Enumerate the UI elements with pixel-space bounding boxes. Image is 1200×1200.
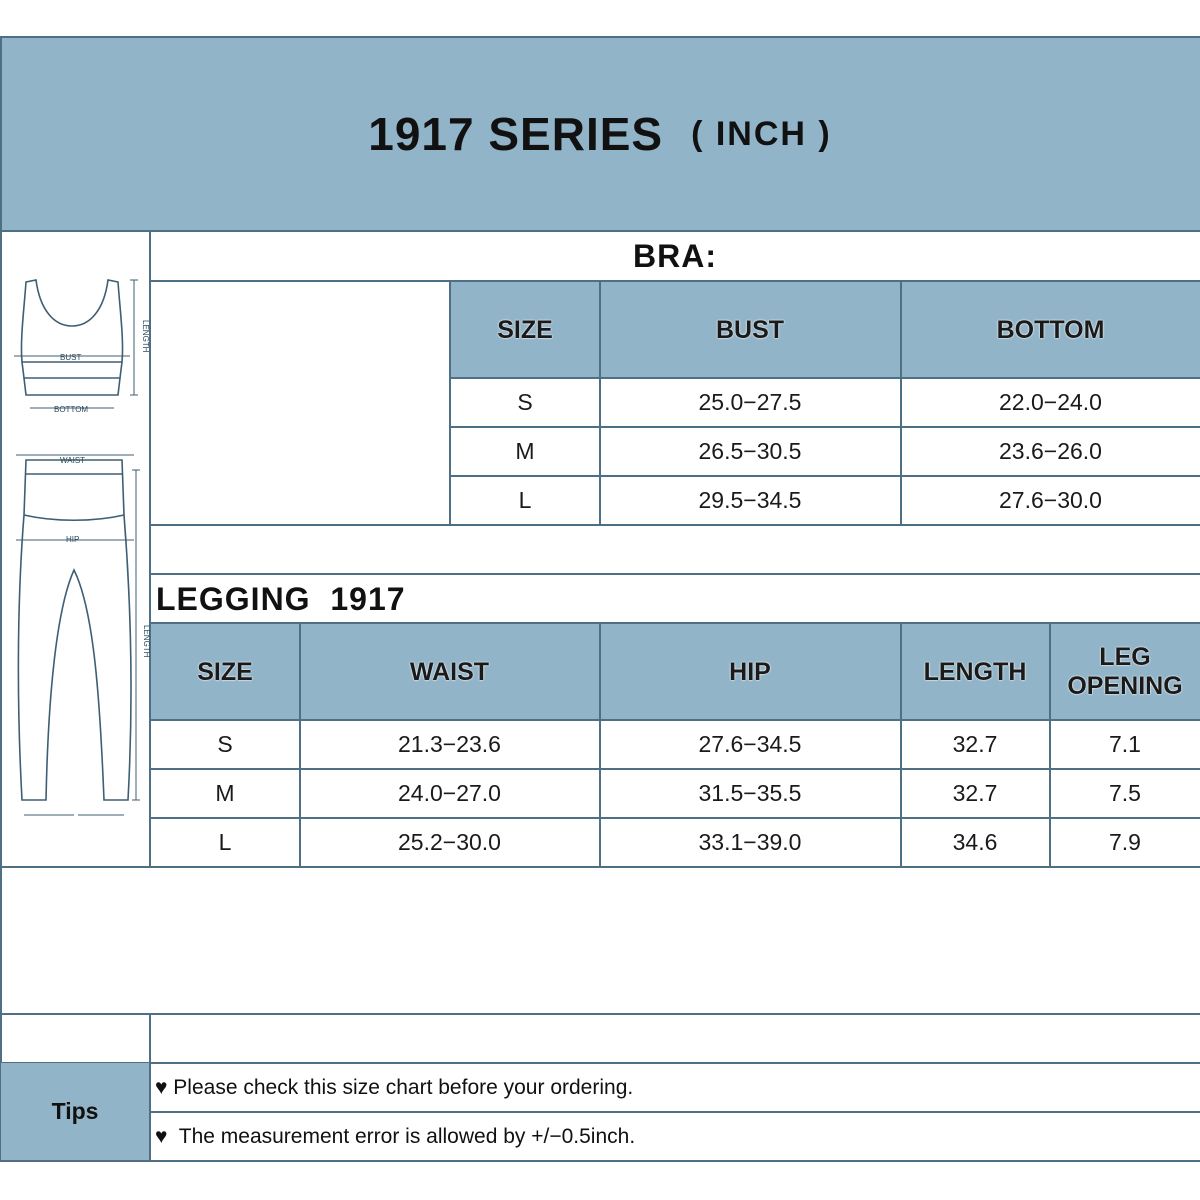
bra-row-s-bottom: 22.0−24.0 bbox=[999, 389, 1102, 415]
legging-row-s-hip: 27.6−34.5 bbox=[698, 731, 802, 757]
bra-row-s-size: S bbox=[517, 389, 533, 415]
legging-row-l-leg-opening: 7.9 bbox=[1109, 828, 1141, 855]
bra-header-bottom: BOTTOM bbox=[996, 315, 1105, 344]
bottom-label: BOTTOM bbox=[54, 405, 89, 414]
legging-row-l-waist: 25.2−30.0 bbox=[398, 828, 501, 855]
hip-label: HIP bbox=[66, 535, 80, 544]
legging-row-s-waist: 21.3−23.6 bbox=[398, 731, 501, 757]
legging-row-m-waist: 24.0−27.0 bbox=[398, 780, 501, 806]
legging-row-m-hip: 31.5−35.5 bbox=[698, 780, 802, 806]
tip-item-2: ♥ The measurement error is allowed by +/−0.5inch. bbox=[155, 1124, 636, 1148]
bust-label: BUST bbox=[60, 353, 82, 362]
tip-item-1: ♥ Please check this size chart before your ordering. bbox=[155, 1075, 634, 1099]
bra-row-m-bottom: 23.6−26.0 bbox=[999, 438, 1102, 464]
legging-row-m-length: 32.7 bbox=[952, 780, 998, 806]
legging-row-l-size: L bbox=[218, 828, 232, 855]
bra-section-title: BRA: bbox=[633, 237, 717, 274]
bra-row-l-bottom: 27.6−30.0 bbox=[999, 486, 1102, 513]
legging-header-hip: HIP bbox=[729, 657, 771, 686]
bra-header-bust: BUST bbox=[715, 315, 785, 344]
garment-illustration bbox=[4, 270, 151, 830]
bra-row-m-bust: 26.5−30.5 bbox=[698, 438, 802, 464]
bra-row-m-size: M bbox=[515, 438, 535, 464]
unit-label: ( INCH ) bbox=[691, 114, 832, 153]
waist-label: WAIST bbox=[60, 456, 86, 465]
legging-section-title: LEGGING 1917 bbox=[156, 580, 406, 617]
bra-header-size: SIZE bbox=[497, 315, 553, 344]
tips-label: Tips bbox=[51, 1098, 99, 1124]
bra-row-l-size: L bbox=[518, 486, 532, 513]
legging-row-l-length: 34.6 bbox=[952, 828, 998, 855]
page-title: 1917 SERIES bbox=[368, 108, 664, 160]
title-wrap bbox=[0, 36, 1200, 232]
legging-header-waist: WAIST bbox=[409, 657, 490, 686]
legging-row-m-size: M bbox=[215, 780, 235, 806]
bra-length-label: LENGTH bbox=[141, 320, 150, 353]
title-banner bbox=[0, 36, 1200, 232]
legging-header-length: LENGTH bbox=[923, 657, 1027, 686]
legging-row-s-leg-opening: 7.1 bbox=[1109, 731, 1141, 757]
legging-header-leg-opening: LEG OPENING bbox=[1067, 643, 1183, 700]
legging-row-s-size: S bbox=[217, 731, 233, 757]
legging-row-m-leg-opening: 7.5 bbox=[1109, 780, 1141, 806]
legging-figure bbox=[16, 455, 140, 815]
legging-row-l-hip: 33.1−39.0 bbox=[698, 828, 802, 855]
legging-header-size: SIZE bbox=[197, 657, 253, 686]
legging-row-s-length: 32.7 bbox=[952, 731, 998, 757]
legging-length-label: LENGTH bbox=[142, 625, 151, 658]
bra-row-s-bust: 25.0−27.5 bbox=[698, 389, 802, 415]
bra-row-l-bust: 29.5−34.5 bbox=[698, 486, 802, 513]
bra-figure bbox=[14, 280, 138, 408]
